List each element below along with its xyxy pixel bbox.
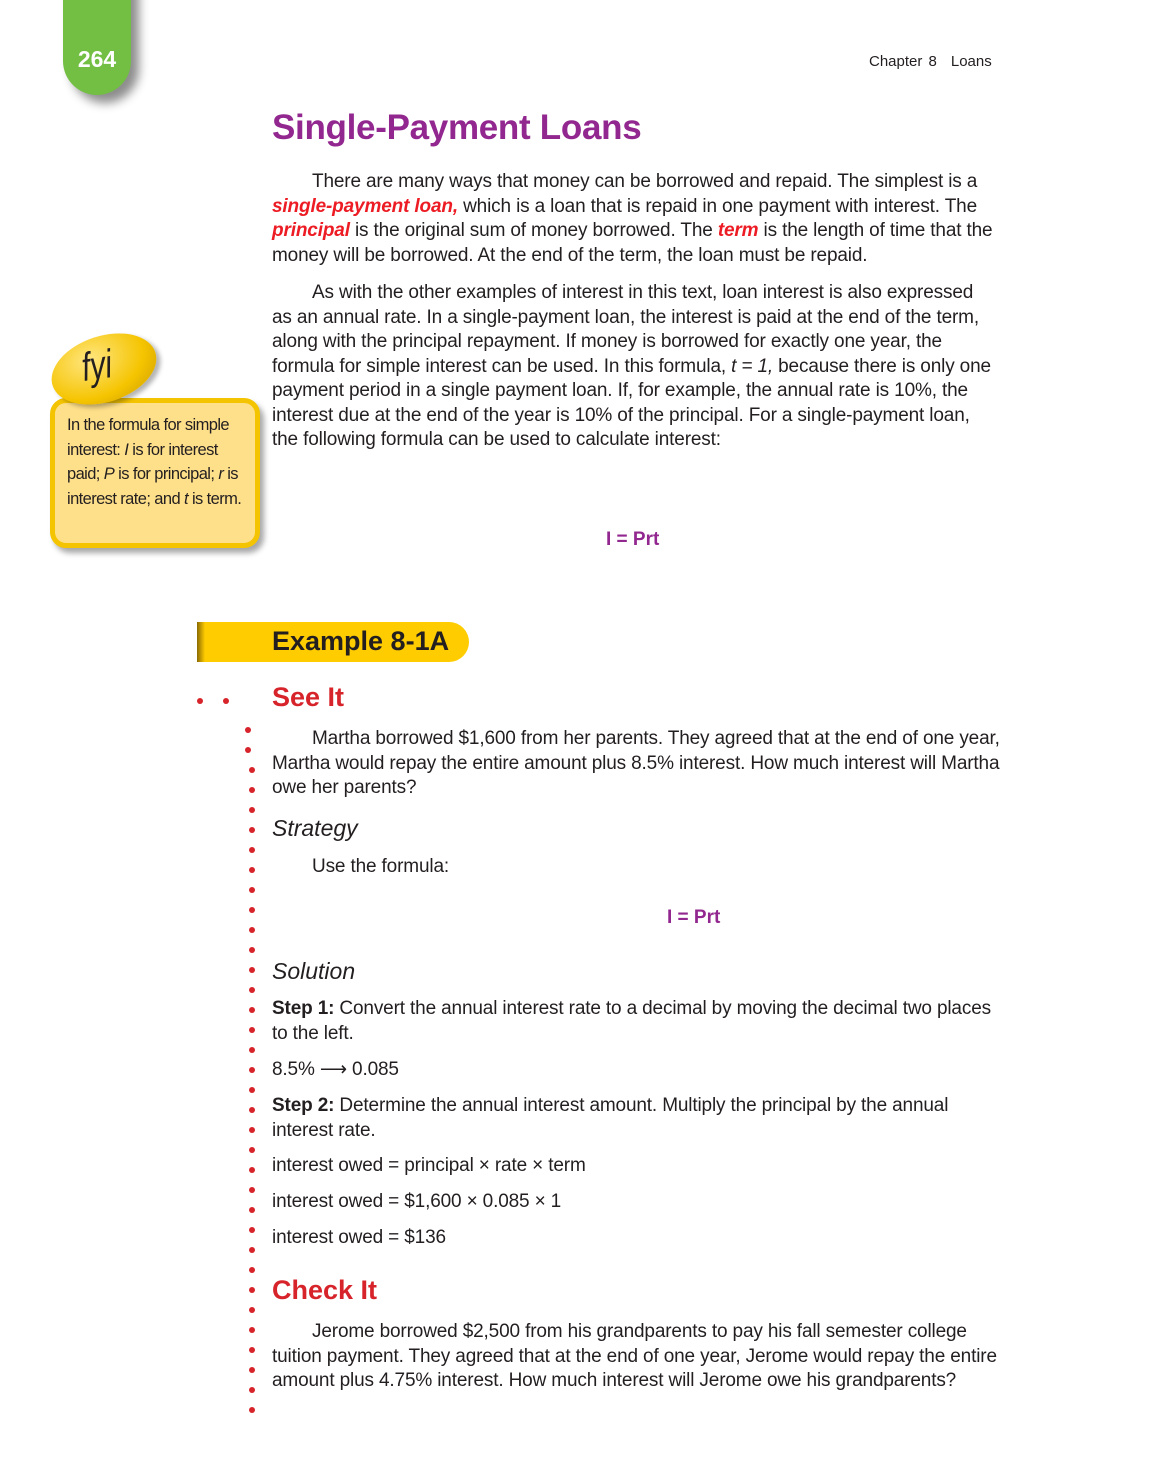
variable: t = 1, <box>731 355 774 377</box>
fyi-box <box>50 398 260 548</box>
margin-dot <box>249 807 255 813</box>
text-run: In the formula for simple interest: <box>67 416 229 459</box>
margin-dot <box>249 1407 255 1413</box>
variable: r <box>218 465 224 483</box>
see-it-heading: See It <box>272 682 345 712</box>
fyi-label: fyi <box>78 342 115 390</box>
text-run: is the length of time that the money will be borrowed. At the end of the term, the loan must be repaid. <box>272 220 993 266</box>
margin-dot <box>197 698 203 704</box>
step-1 <box>272 997 1000 1046</box>
margin-dot <box>249 767 255 773</box>
margin-dot <box>249 887 255 893</box>
chapter-title: Loans <box>950 53 992 70</box>
margin-dot <box>249 1287 255 1293</box>
equation-1: interest owed = principal × rate × term <box>272 1155 586 1176</box>
intro-text <box>272 170 997 453</box>
margin-dot <box>249 1367 255 1373</box>
text-run: is for interest paid; <box>67 440 218 483</box>
intro-paragraph-1 <box>272 170 997 268</box>
margin-dot <box>249 1387 255 1393</box>
margin-dot <box>249 1047 255 1053</box>
formula: I = Prt <box>606 529 660 550</box>
margin-dot <box>249 1207 255 1213</box>
variable: t <box>184 489 188 508</box>
margin-dot <box>249 1327 255 1333</box>
text-run: because there is only one payment period in a single payment loan. If, for example, the annual rate is 10%, the interest due at the end of the year is 10% of the principal. For a single-payment loan, the following formula can be used to calculate interest: <box>272 355 991 450</box>
margin-dot <box>249 947 255 953</box>
margin-dot <box>249 1227 255 1233</box>
step-2 <box>272 1094 1000 1143</box>
key-term: principal <box>272 220 350 241</box>
equation-2: interest owed = $1,600 × 0.085 × 1 <box>272 1191 562 1212</box>
text-run: which is a loan that is repaid in one payment with interest. The <box>457 195 978 217</box>
example-problem: Martha borrowed $1,600 from her parents. They agreed that at the end of one year, Martha would repay the entire amount plus 8.5% interest. How much interest will Martha owe her parents? <box>272 728 1000 798</box>
text-run: As with the other examples of interest in this text, loan interest is also expressed as an annual rate. In a single-payment loan, the interest is paid at the end of the term, along with the principal repayment. If money is borrowed for exactly one year, the formula for simple interest can be used. In this formula, <box>272 282 979 377</box>
margin-dot <box>223 698 229 704</box>
margin-dot <box>249 987 255 993</box>
margin-dot <box>249 867 255 873</box>
margin-dot <box>249 847 255 853</box>
margin-dot <box>249 1007 255 1013</box>
chapter-label: Chapter 8 <box>869 53 937 70</box>
key-term: single-payment loan, <box>272 195 458 217</box>
variable: I <box>124 440 129 459</box>
margin-dot <box>249 1147 255 1153</box>
example-banner <box>197 622 469 662</box>
key-term: term <box>717 220 759 241</box>
equation-3: interest owed = $136 <box>272 1227 446 1248</box>
margin-dot <box>249 1267 255 1273</box>
text-run: is interest rate; and <box>67 465 238 508</box>
margin-dot <box>249 1087 255 1093</box>
step-2-label: Step 2: <box>272 1095 335 1116</box>
text-run: is for principal; <box>114 465 219 483</box>
margin-dot <box>249 827 255 833</box>
margin-dot <box>249 907 255 913</box>
margin-dot <box>249 1127 255 1133</box>
conversion: 8.5% ⟶ 0.085 <box>272 1059 399 1080</box>
margin-dot <box>245 727 251 733</box>
solution-heading: Solution <box>272 958 356 984</box>
margin-dot <box>249 787 255 793</box>
margin-dot <box>249 1347 255 1353</box>
text-run: is term. <box>188 489 242 508</box>
strategy-heading: Strategy <box>272 815 358 841</box>
example-formula: I = Prt <box>667 907 721 928</box>
step-1-label: Step 1: <box>272 998 335 1019</box>
margin-dot <box>249 1187 255 1193</box>
margin-dot <box>249 1307 255 1313</box>
check-it-heading: Check It <box>272 1275 378 1305</box>
step-1-text: Convert the annual interest rate to a decimal by moving the decimal two places to the left. <box>272 998 991 1044</box>
fyi-text <box>67 413 245 511</box>
margin-dot <box>249 1107 255 1113</box>
example-label: Example 8-1A <box>272 626 450 656</box>
text-run: There are many ways that money can be borrowed and repaid. The simplest is a <box>312 171 978 192</box>
margin-dot <box>249 927 255 933</box>
section-title: Single-Payment Loans <box>272 108 642 147</box>
step-2-text: Determine the annual interest amount. Multiply the principal by the annual interest rate. <box>272 1095 949 1141</box>
page-number: 264 <box>77 46 117 72</box>
margin-dot <box>249 1167 255 1173</box>
page-number-tab <box>63 0 131 95</box>
check-problem: Jerome borrowed $2,500 from his grandparents to pay his fall semester college tuition payment. They agreed that at the end of one year, Jerome would repay the entire amount plus 4.75% interest. How much interest will Jerome owe his grandparents? <box>272 1321 997 1391</box>
margin-dot <box>249 1067 255 1073</box>
variable: P <box>103 465 115 483</box>
text-run: is the original sum of money borrowed. The <box>349 220 718 241</box>
margin-dot <box>249 1247 255 1253</box>
running-head <box>869 53 992 70</box>
margin-dot <box>249 1027 255 1033</box>
strategy-text: Use the formula: <box>312 856 449 877</box>
margin-dot <box>245 747 251 753</box>
intro-paragraph-2 <box>272 281 997 453</box>
margin-dot <box>249 967 255 973</box>
